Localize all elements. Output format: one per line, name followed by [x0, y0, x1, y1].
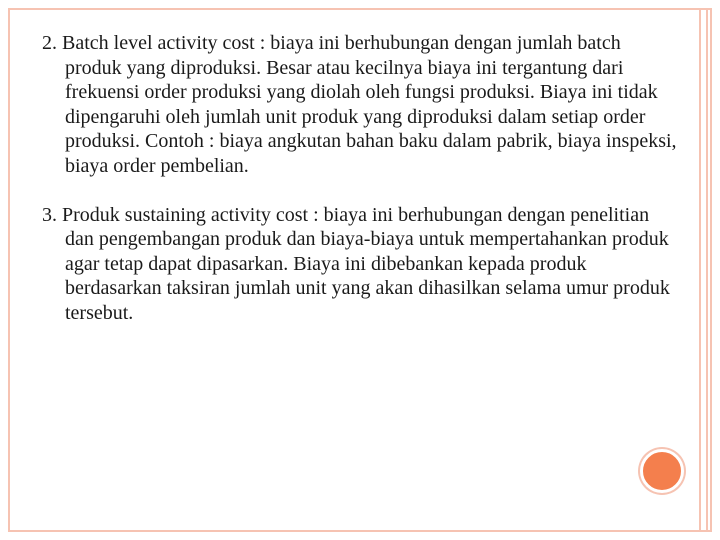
slide-body: [42, 31, 682, 326]
list-item: [42, 31, 682, 179]
item-text: Produk sustaining activity cost : biaya ini berhubungan dengan penelitian dan pengembangan produk dan biaya-biaya untuk mempertahankan produk agar tetap dapat dipasarkan. Biaya ini dibebankan kepada produk berdasarkan taksiran jumlah unit yang akan dihasilkan selama umur produk tersebut.: [62, 203, 670, 324]
item-number: 3.: [42, 203, 57, 226]
decorative-rule: [706, 10, 708, 530]
item-number: 2.: [42, 32, 57, 54]
item-text: Batch level activity cost : biaya ini berhubungan dengan jumlah batch produk yang diproduksi. Besar atau kecilnya biaya ini tergantung dari frekuensi order produksi yang diolah oleh fungsi produksi. Biaya ini tidak dipengaruhi oleh jumlah unit produk yang diproduksi dalam setiap order produksi. Contoh : biaya angkutan bahan baku dalam pabrik, biaya inspeksi, biaya order pembelian.: [62, 32, 677, 177]
decorative-rule: [699, 10, 701, 530]
decorative-circle-icon: [640, 449, 684, 493]
list-item: [42, 203, 682, 326]
